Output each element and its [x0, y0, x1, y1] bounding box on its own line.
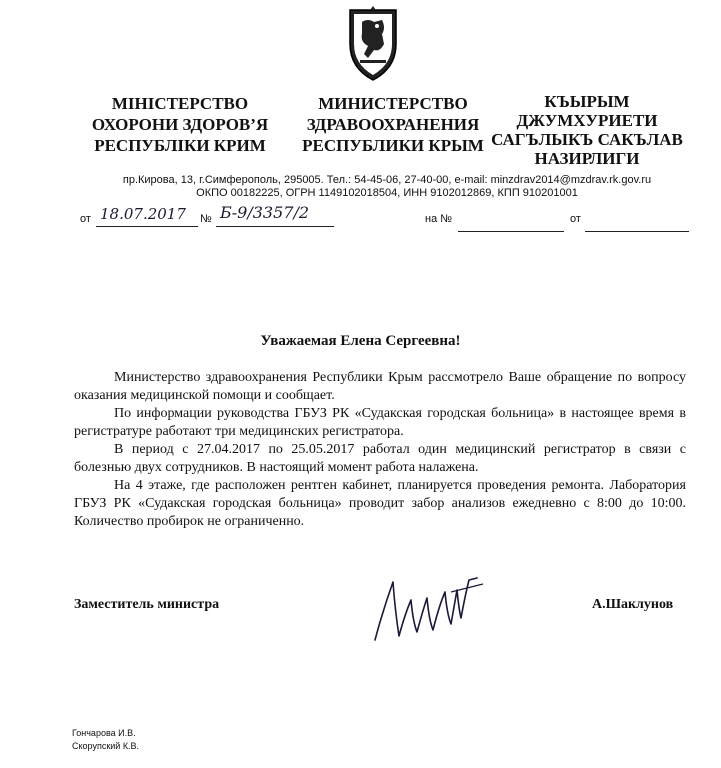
date-underline — [96, 226, 198, 227]
reply-date-underline — [585, 231, 689, 232]
header-crimean-tatar-line: САГЪЛЫКЪ САКЪЛАВ — [491, 130, 683, 149]
header-ukrainian-line: ОХОРОНИ ЗДОРОВ’Я — [91, 115, 269, 134]
document-number: Б-9/3357/2 — [220, 203, 310, 222]
signatory-position: Заместитель министра — [74, 597, 220, 612]
paragraph: По информации руководства ГБУЗ РК «Судакская городская больница» в настоящее время в регистратуре работают три медицинских регистратора. — [74, 406, 686, 439]
executor-name: Гончарова И.В. — [72, 728, 136, 738]
header-ukrainian-line: РЕСПУБЛІКИ КРИМ — [94, 136, 266, 155]
handwritten-signature — [365, 570, 485, 655]
contact-info — [92, 174, 682, 200]
header-russian-line: РЕСПУБЛИКИ КРЫМ — [302, 136, 484, 155]
header-russian-line: МИНИСТЕРСТВО — [318, 94, 468, 113]
executors — [72, 727, 139, 753]
paragraph: На 4 этаже, где расположен рентген кабинет, планируется проведения ремонта. Лаборатория ГБУЗ РК «Судакская городская больница» проводит забор анализов ежедневно с 8:00 до 10:00. Количество пробирок не ограниченно. — [74, 478, 686, 529]
header-russian-line: ЗДРАВООХРАНЕНИЯ — [306, 115, 480, 134]
from-label: от — [80, 213, 91, 225]
reply-number-underline — [458, 231, 564, 232]
reply-from-label: от — [570, 213, 581, 225]
letter-body — [74, 369, 686, 531]
header-russian — [290, 93, 496, 156]
number-label: № — [200, 213, 212, 225]
header-crimean-tatar-line: НАЗИРЛИГИ — [534, 149, 640, 168]
requisites-line: ОКПО 00182225, ОГРН 1149102018504, ИНН 9102012869, КПП 910201001 — [196, 187, 578, 199]
greeting: Уважаемая Елена Сергеевна! — [260, 333, 461, 349]
paragraph: Министерство здравоохранения Республики Крым рассмотрело Ваше обращение по вопросу оказания медицинской помощи и сообщает. — [74, 370, 686, 403]
address-line: пр.Кирова, 13, г.Симферополь, 295005. Тел.: 54-45-06, 27-40-00, e-mail: minzdrav2014@mzdrav.rk.gov.ru — [122, 174, 652, 186]
number-underline — [216, 226, 334, 227]
header-ukrainian — [62, 93, 298, 156]
header-crimean-tatar-line: ДЖУМХУРИЕТИ — [516, 111, 658, 130]
document-date: 18.07.2017 — [100, 205, 186, 223]
reply-to-number-label: на № — [425, 213, 453, 225]
header-crimean-tatar — [488, 92, 686, 168]
executor-name: Скорупский К.В. — [72, 741, 140, 751]
header-ukrainian-line: МІНІСТЕРСТВО — [111, 94, 249, 113]
paragraph: В период с 27.04.2017 по 25.05.2017 работал один медицинский регистратор в связи с болезнью двух сотрудников. В настоящий момент работа налажена. — [74, 442, 686, 475]
signatory-name: А.Шаклунов — [592, 597, 674, 612]
coat-of-arms-emblem — [338, 6, 408, 84]
header-crimean-tatar-line: КЪЫРЫМ — [544, 92, 630, 111]
